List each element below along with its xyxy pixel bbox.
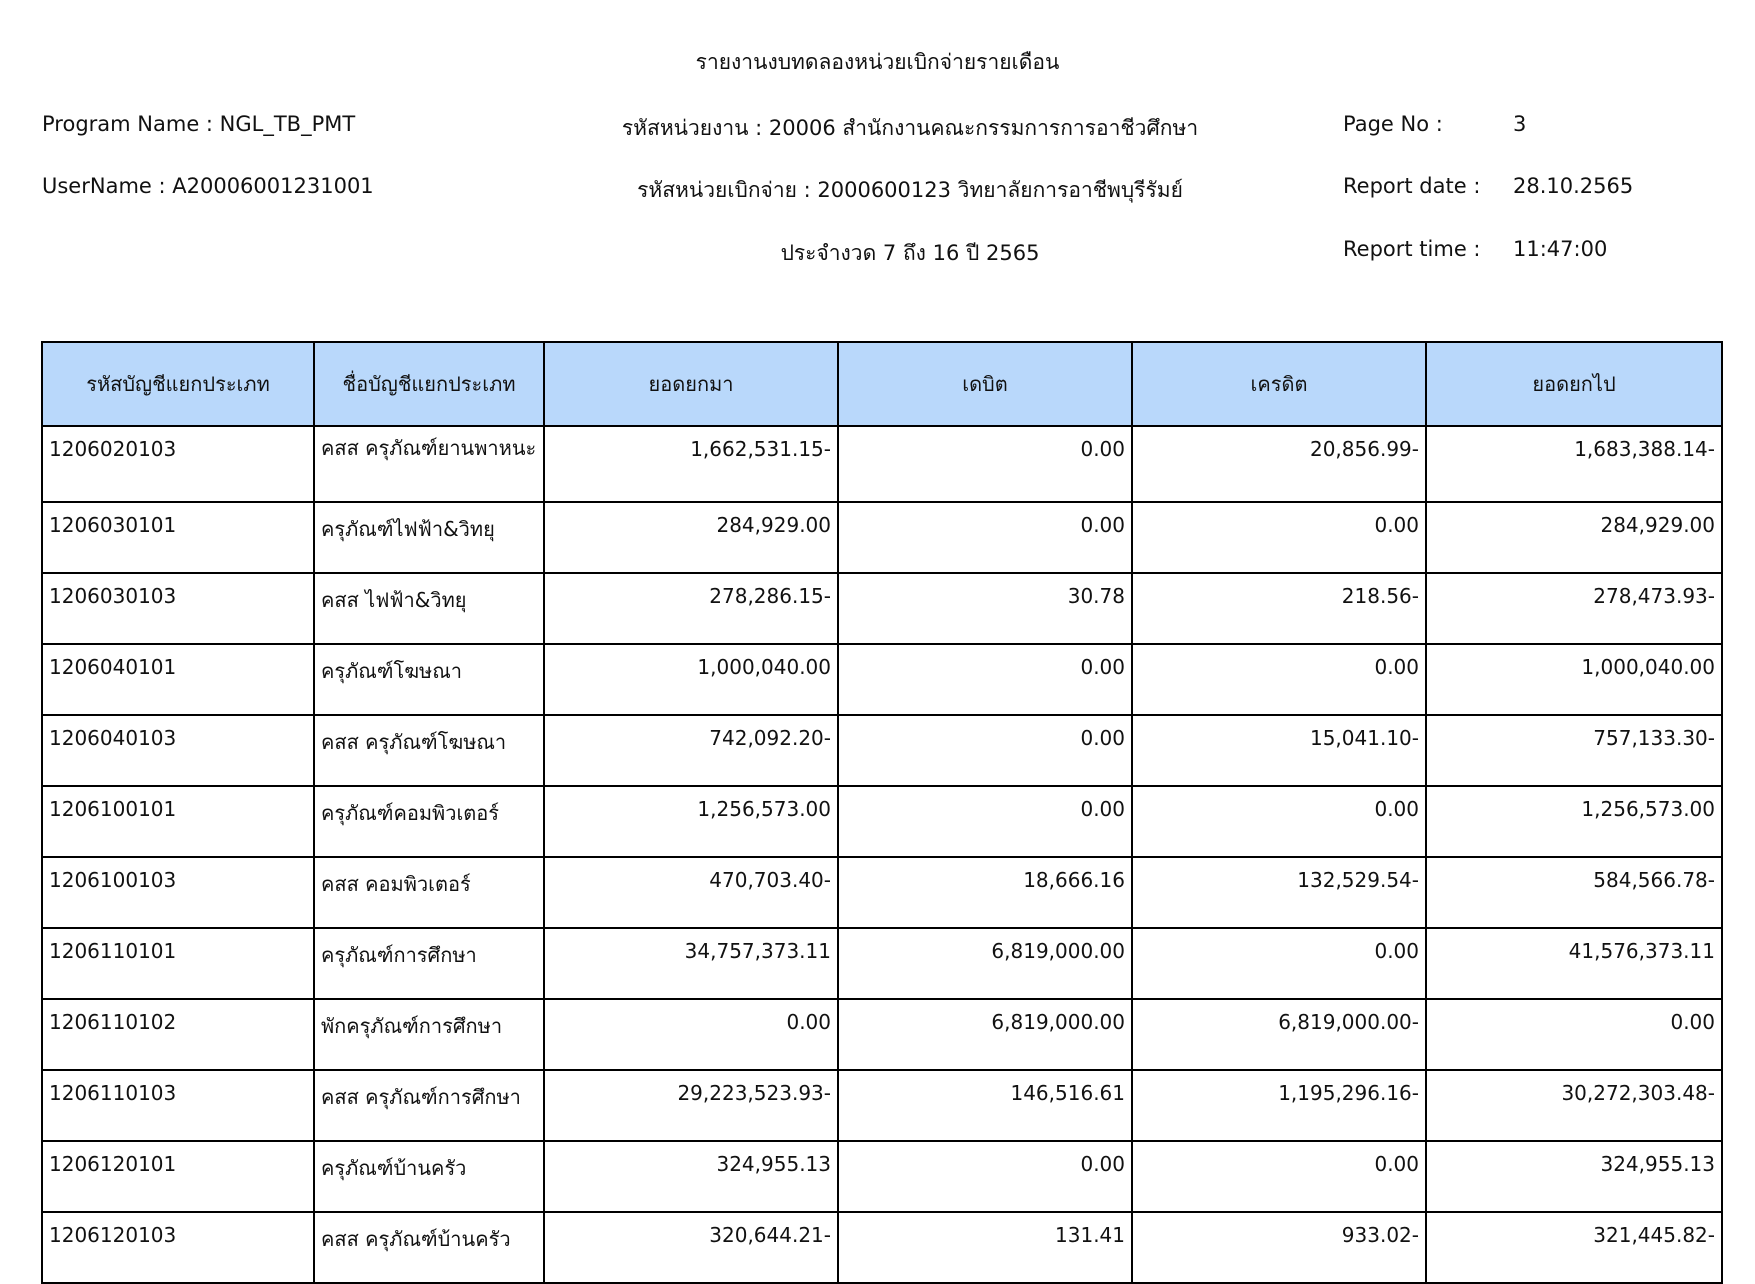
closing-balance-cell: 324,955.13 [1426,1141,1722,1212]
credit-cell: 0.00 [1132,502,1426,573]
report-time-value: 11:47:00 [1513,237,1608,261]
account-name-cell: ครุภัณฑ์บ้านครัว [314,1141,544,1212]
credit-cell: 0.00 [1132,644,1426,715]
opening-balance-cell: 284,929.00 [544,502,838,573]
page-no-value: 3 [1513,112,1527,136]
account-code-cell: 1206030103 [42,573,314,644]
debit-cell: 0.00 [838,1141,1132,1212]
credit-cell: 933.02- [1132,1212,1426,1283]
credit-cell: 132,529.54- [1132,857,1426,928]
closing-balance-cell: 321,445.82- [1426,1212,1722,1283]
debit-cell: 0.00 [838,715,1132,786]
opening-balance-cell: 320,644.21- [544,1212,838,1283]
closing-balance-cell: 1,256,573.00 [1426,786,1722,857]
credit-cell: 15,041.10- [1132,715,1426,786]
debit-cell: 146,516.61 [838,1070,1132,1141]
table-row [42,1070,1722,1141]
report-time-label: Report time : [1343,237,1481,261]
report-title: รายงานงบทดลองหน่วยเบิกจ่ายรายเดือน [695,50,1060,74]
opening-balance-cell: 1,256,573.00 [544,786,838,857]
account-name-cell: ครุภัณฑ์ไฟฟ้า&วิทยุ [314,502,544,573]
debit-cell: 6,819,000.00 [838,999,1132,1070]
account-name-cell: ครุภัณฑ์การศึกษา [314,928,544,999]
table-row [42,502,1722,573]
opening-balance-cell: 34,757,373.11 [544,928,838,999]
table-row [42,857,1722,928]
debit-cell: 0.00 [838,644,1132,715]
header-account-code: รหัสบัญชีแยกประเภท [42,342,314,426]
debit-cell: 0.00 [838,502,1132,573]
account-code-cell: 1206110103 [42,1070,314,1141]
page-no-label: Page No : [1343,112,1443,136]
credit-cell: 6,819,000.00- [1132,999,1426,1070]
closing-balance-cell: 757,133.30- [1426,715,1722,786]
account-code-cell: 1206110101 [42,928,314,999]
opening-balance-cell: 470,703.40- [544,857,838,928]
report-date-value: 28.10.2565 [1513,174,1634,198]
opening-balance-cell: 1,662,531.15- [544,426,838,502]
opening-balance-cell: 1,000,040.00 [544,644,838,715]
account-name-cell: คสส ไฟฟ้า&วิทยุ [314,573,544,644]
table-row [42,786,1722,857]
closing-balance-cell: 278,473.93- [1426,573,1722,644]
debit-cell: 0.00 [838,426,1132,502]
debit-cell: 6,819,000.00 [838,928,1132,999]
closing-balance-cell: 1,683,388.14- [1426,426,1722,502]
account-name-cell: พักครุภัณฑ์การศึกษา [314,999,544,1070]
debit-cell: 131.41 [838,1212,1132,1283]
account-code-cell: 1206030101 [42,502,314,573]
department-line: รหัสหน่วยงาน : 20006 สำนักงานคณะกรรมการการอาชีวศึกษา [621,116,1199,140]
header-opening-balance: ยอดยกมา [544,342,838,426]
table-row [42,426,1722,502]
table-row [42,999,1722,1070]
header-credit: เครดิต [1132,342,1426,426]
header-closing-balance: ยอดยกไป [1426,342,1722,426]
table-row [42,1212,1722,1283]
table-header-row [42,342,1722,426]
header-account-name: ชื่อบัญชีแยกประเภท [314,342,544,426]
closing-balance-cell: 584,566.78- [1426,857,1722,928]
account-name-cell: คสส ครุภัณฑ์บ้านครัว [314,1212,544,1283]
opening-balance-cell: 278,286.15- [544,573,838,644]
opening-balance-cell: 742,092.20- [544,715,838,786]
table-row [42,644,1722,715]
table-row [42,928,1722,999]
account-code-cell: 1206040101 [42,644,314,715]
table-row [42,715,1722,786]
account-name-cell: ครุภัณฑ์คอมพิวเตอร์ [314,786,544,857]
table-row [42,1141,1722,1212]
account-name-cell: ครุภัณฑ์โฆษณา [314,644,544,715]
table-row [42,573,1722,644]
credit-cell: 1,195,296.16- [1132,1070,1426,1141]
account-code-cell: 1206100101 [42,786,314,857]
debit-cell: 18,666.16 [838,857,1132,928]
closing-balance-cell: 30,272,303.48- [1426,1070,1722,1141]
credit-cell: 218.56- [1132,573,1426,644]
credit-cell: 0.00 [1132,1141,1426,1212]
account-code-cell: 1206040103 [42,715,314,786]
report-date-label: Report date : [1343,174,1481,198]
account-code-cell: 1206120103 [42,1212,314,1283]
opening-balance-cell: 0.00 [544,999,838,1070]
closing-balance-cell: 284,929.00 [1426,502,1722,573]
username: UserName : A20006001231001 [42,174,374,198]
credit-cell: 20,856.99- [1132,426,1426,502]
trial-balance-table [41,341,1723,1284]
account-code-cell: 1206110102 [42,999,314,1070]
account-name-cell: คสส คอมพิวเตอร์ [314,857,544,928]
closing-balance-cell: 0.00 [1426,999,1722,1070]
disbursement-unit-line: รหัสหน่วยเบิกจ่าย : 2000600123 วิทยาลัยการอาชีพบุรีรัมย์ [637,178,1183,202]
closing-balance-cell: 41,576,373.11 [1426,928,1722,999]
account-code-cell: 1206120101 [42,1141,314,1212]
program-name: Program Name : NGL_TB_PMT [42,112,356,136]
account-name-cell: คสส ครุภัณฑ์การศึกษา [314,1070,544,1141]
account-name-cell: คสส ครุภัณฑ์โฆษณา [314,715,544,786]
opening-balance-cell: 29,223,523.93- [544,1070,838,1141]
account-name-cell: คสส ครุภัณฑ์ยานพาหนะ [314,426,544,502]
credit-cell: 0.00 [1132,928,1426,999]
account-code-cell: 1206100103 [42,857,314,928]
credit-cell: 0.00 [1132,786,1426,857]
account-code-cell: 1206020103 [42,426,314,502]
debit-cell: 30.78 [838,573,1132,644]
debit-cell: 0.00 [838,786,1132,857]
closing-balance-cell: 1,000,040.00 [1426,644,1722,715]
opening-balance-cell: 324,955.13 [544,1141,838,1212]
header-debit: เดบิต [838,342,1132,426]
period-line: ประจำงวด 7 ถึง 16 ปี 2565 [780,241,1040,265]
